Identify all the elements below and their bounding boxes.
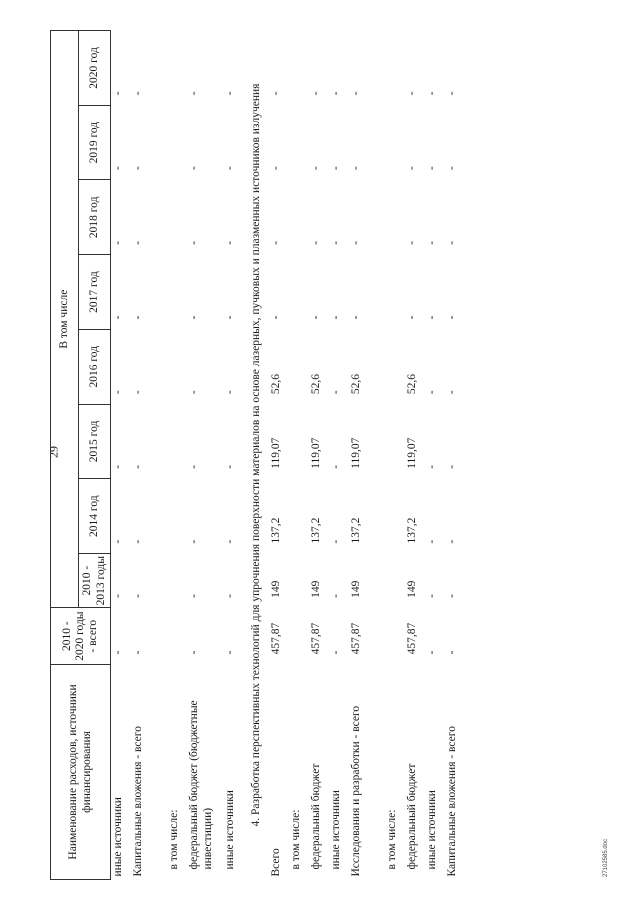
row-value: -	[112, 166, 124, 170]
row-value	[385, 180, 405, 255]
row-value: -	[131, 464, 144, 469]
row-value: -	[405, 91, 418, 96]
row-value: -	[131, 240, 144, 245]
row-value	[167, 479, 187, 554]
row-value: -	[445, 166, 458, 170]
row-label: Всего	[269, 848, 282, 877]
row-value: -	[187, 315, 200, 320]
row-value: -	[309, 91, 322, 96]
row-value: 52,6	[269, 373, 282, 395]
row-value: -	[112, 240, 124, 245]
row-value: -	[131, 650, 144, 655]
row-value: -	[445, 91, 458, 96]
row-value	[385, 31, 405, 106]
row-value: -	[329, 240, 342, 245]
row-value: -	[425, 91, 438, 96]
row-value	[385, 105, 405, 180]
row-value: -	[269, 315, 282, 320]
row-value: -	[223, 91, 236, 96]
row-value: -	[329, 539, 342, 544]
row-value: -	[223, 593, 236, 598]
row-value: -	[112, 390, 124, 395]
row-value	[289, 255, 309, 330]
table-row	[385, 31, 405, 880]
table-row	[309, 31, 329, 880]
row-value: -	[187, 539, 200, 544]
row-value	[289, 554, 309, 608]
row-label: в том числе:	[167, 809, 180, 870]
row-value	[289, 479, 309, 554]
header-total-column: 2010 - 2020 годы - всего	[51, 608, 111, 665]
row-label: иные источники	[329, 790, 342, 870]
footer-file-code: 27102585.doc	[603, 838, 609, 878]
row-value	[385, 404, 405, 479]
row-value: -	[329, 166, 342, 170]
section-title: 4. Разработка перспективных технологий для упрочнения поверхности материалов на основе лазерных, пучковых и плазменных источников излучения	[249, 83, 262, 827]
row-value: 52,6	[349, 373, 362, 395]
header-year-1: 2014 год	[79, 479, 111, 554]
row-value: -	[187, 464, 200, 469]
row-value	[167, 608, 187, 665]
row-value: 457,87	[405, 622, 418, 655]
row-value: -	[309, 315, 322, 320]
row-label: Исследования и разработки - всего	[349, 705, 362, 877]
table-row	[131, 31, 167, 880]
row-value: 52,6	[309, 373, 322, 395]
row-value: 457,87	[309, 622, 322, 655]
header-year-5: 2018 год	[79, 180, 111, 255]
header-group-label: В том числе	[51, 31, 79, 608]
row-label: федеральный бюджет	[309, 763, 322, 870]
row-value: -	[349, 315, 362, 320]
row-value: -	[425, 315, 438, 320]
table-row	[445, 31, 481, 880]
row-value: -	[405, 166, 418, 170]
page-number: 29	[46, 446, 61, 458]
row-label: в том числе:	[385, 809, 398, 870]
row-value: -	[223, 315, 236, 320]
row-value: -	[425, 240, 438, 245]
row-value: -	[329, 91, 342, 96]
row-value: -	[112, 91, 124, 96]
row-value: 457,87	[349, 622, 362, 655]
row-value	[289, 105, 309, 180]
row-value: 149	[309, 580, 322, 598]
row-value: 137,2	[405, 517, 418, 544]
row-value	[385, 554, 405, 608]
row-value: -	[329, 593, 342, 598]
financing-table	[50, 30, 481, 880]
table-header	[51, 31, 111, 880]
row-value: 149	[269, 580, 282, 598]
row-value: -	[223, 240, 236, 245]
table-row	[349, 31, 385, 880]
row-value: 457,87	[269, 622, 282, 655]
table-row	[167, 31, 187, 880]
row-label: Капитальные вложения - всего	[131, 726, 144, 877]
row-value	[289, 608, 309, 665]
table-row	[405, 31, 425, 880]
row-value: -	[223, 539, 236, 544]
row-value: -	[329, 315, 342, 320]
row-value: -	[187, 650, 200, 655]
row-value	[385, 479, 405, 554]
row-value: -	[112, 650, 124, 655]
row-value: -	[131, 539, 144, 544]
row-value: 52,6	[405, 373, 418, 395]
row-value: -	[187, 593, 200, 598]
section-title-row	[243, 31, 269, 880]
row-value	[385, 608, 405, 665]
row-value: -	[131, 91, 144, 96]
header-year-7: 2020 год	[79, 31, 111, 106]
row-value: -	[425, 464, 438, 469]
rotated-page-content	[50, 30, 590, 880]
row-value	[289, 404, 309, 479]
row-value: -	[425, 166, 438, 170]
table-row	[289, 31, 309, 880]
row-value	[167, 554, 187, 608]
row-value	[385, 329, 405, 404]
row-value: -	[329, 650, 342, 655]
row-value: -	[349, 240, 362, 245]
row-value: -	[445, 539, 458, 544]
row-label: Капитальные вложения - всего	[445, 726, 458, 877]
row-value: -	[187, 240, 200, 245]
row-value: -	[131, 166, 144, 170]
row-label: в том числе:	[289, 809, 302, 870]
row-value	[167, 404, 187, 479]
row-value	[167, 105, 187, 180]
row-value: -	[445, 390, 458, 395]
row-value: -	[445, 464, 458, 469]
row-value	[289, 329, 309, 404]
row-label: федеральный бюджет	[405, 763, 418, 870]
row-value: -	[112, 464, 124, 469]
row-value: -	[269, 91, 282, 96]
table-row	[425, 31, 445, 880]
row-value: -	[187, 91, 200, 96]
row-label: иные источники	[112, 797, 124, 877]
row-value	[167, 180, 187, 255]
row-value: -	[269, 240, 282, 245]
row-value: -	[269, 166, 282, 170]
header-year-3: 2016 год	[79, 329, 111, 404]
row-label: иные источники	[425, 790, 438, 870]
row-value: -	[131, 315, 144, 320]
row-value: 119,07	[269, 437, 282, 469]
row-value: -	[187, 166, 200, 170]
row-value: -	[187, 390, 200, 395]
row-value: -	[425, 390, 438, 395]
row-value: -	[309, 240, 322, 245]
row-value: -	[425, 539, 438, 544]
row-value: -	[425, 650, 438, 655]
row-value: -	[329, 464, 342, 469]
row-value	[167, 329, 187, 404]
row-value: -	[223, 464, 236, 469]
row-value: -	[425, 593, 438, 598]
row-label: федеральный бюджет (бюджетные инвестиции)	[187, 700, 214, 870]
row-value: 137,2	[309, 517, 322, 544]
table-row	[111, 31, 131, 880]
row-value: -	[223, 166, 236, 170]
table-row	[269, 31, 289, 880]
row-value: 119,07	[309, 437, 322, 469]
row-value: -	[223, 650, 236, 655]
row-value: -	[405, 240, 418, 245]
header-year-2: 2015 год	[79, 404, 111, 479]
row-label: иные источники	[223, 790, 236, 870]
row-value: -	[445, 650, 458, 655]
row-value	[167, 31, 187, 106]
row-value: 137,2	[349, 517, 362, 544]
row-value: -	[445, 240, 458, 245]
row-value: -	[405, 315, 418, 320]
row-value: -	[112, 315, 124, 320]
row-value: -	[329, 390, 342, 395]
header-year-0: 2010 - 2013 годы	[79, 554, 111, 608]
row-value: -	[131, 593, 144, 598]
row-value: -	[349, 166, 362, 170]
header-year-4: 2017 год	[79, 255, 111, 330]
row-value: -	[349, 91, 362, 96]
row-value: -	[112, 593, 124, 598]
header-name-column: Наименование расходов, источники финансирования	[51, 664, 111, 879]
row-value	[167, 255, 187, 330]
row-value: 137,2	[269, 517, 282, 544]
table-row	[187, 31, 223, 880]
row-value	[289, 31, 309, 106]
row-value: 149	[405, 580, 418, 598]
row-value: -	[445, 315, 458, 320]
table-body	[111, 31, 481, 880]
row-value	[289, 180, 309, 255]
row-value	[385, 255, 405, 330]
row-value: 119,07	[405, 437, 418, 469]
header-year-6: 2019 год	[79, 105, 111, 180]
row-value: -	[309, 166, 322, 170]
row-value: -	[112, 539, 124, 544]
row-value: 119,07	[349, 437, 362, 469]
row-value: -	[131, 390, 144, 395]
table-row	[329, 31, 349, 880]
row-value: 149	[349, 580, 362, 598]
row-value: -	[223, 390, 236, 395]
row-value: -	[445, 593, 458, 598]
table-row	[223, 31, 243, 880]
